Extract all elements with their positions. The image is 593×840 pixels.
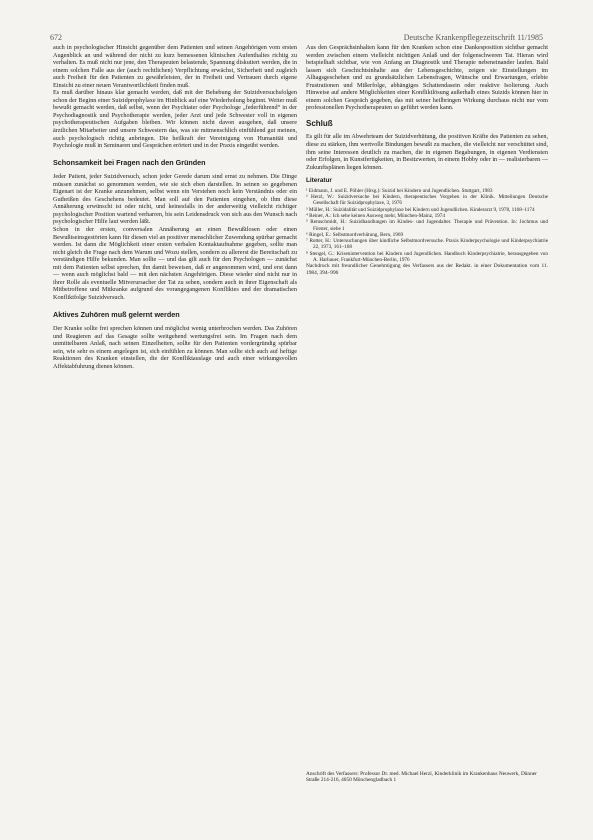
running-header <box>50 33 543 42</box>
section-heading: Schonsamkeit bei Fragen nach den Gründen <box>53 157 206 167</box>
literature-item: ⁸ Stengel, G.: Krisenintervention bei Kindern und Jugendlichen. Handbuch Kinderpsychiatrie, herausgegeben von A. Harbauer, Frankfurt-München-Berlin, 1976 <box>306 250 548 264</box>
journal-title: Deutsche Krankenpflegezeitschrift 11/1985 <box>403 33 543 42</box>
paragraph: Jeder Patient, jeder Suizidversuch, schon jeder Gerede darum sind ernst zu nehmen. Die Dinge müssen zunächst so genommen werden, wie sie sich eben darstellen. In seinen so gegebenen Eigenart ist der Kranke anzunehmen, selbst wenn ein Verstehen noch kein Verständnis oder ein Gutheißen des Geschehens bedeutet. Man soll auf den Patienten eingehen, ob ihm diese Annäherung erwünscht ist oder nicht, und keinesfalls in der anderweitig vielleicht richtiger psychologischer Position wartend verharren, bis sein Leidensdruck von sich aus den Wunsch nach psychologischer Hilfe laut werden läßt. <box>53 173 297 226</box>
literature-item: ¹ Eidmann, J. und E. Pöhler (Hrsg.): Suizid bei Kindern und Jugendlichen. Stuttgart, 1983 <box>306 187 493 194</box>
paragraph: Aus den Gesprächsinhalten kann für den Kranken schon eine Dankesposition sichtbar gemacht werden zwischen einem vielleicht nichtigen Anlaß und der folgenschweren Tat. Hieran wird beispielhaft sichtbar, wie von Anfang an Diagnostik und Therapie nebeneinander laufen. Bald lassen sich Geschichtsinhalte aus der Lebensgeschichte, zeigen sie Einstellungen im Alltagsgeschehen und zu grundsätzlichen Lebensfragen, Wünsche und Erwartungen, erlebte Frustrationen und Mißerfolge, abhängiges Schattendasein oder reaktive Isolierung. Auch Hinweise auf andere Möglichkeiten einer Konfliktlösung außerhalb eines Suizids können hier in einem solchen Gespräch gegeben, das mit seiner heilbringen Wirkung durchaus nicht nur vom professionellen Psychotherapeuten so geführt werden kann. <box>306 44 548 112</box>
literature-heading: Literatur <box>306 177 332 185</box>
paragraph: Schon in der ersten, conversalen Annäherung an einen Bewußtlosen oder einen Bewußtseinsgestörten kann für diesen viel an positiver menschlicher Zuwendung spürbar gemacht werden. Ist dann die Möglichkeit einer ersten verbalen Kontaktaufnahme gegeben, sollte man nicht gleich die Frage nach dem Warum und Wozu stellen, sondern zu allererst die Bereitschaft zu verständigen Hilfe bekunden. Man sollte — und das gilt auch für den Psychologen — zunächst mit dem Patienten selbst sprechen, ihn damit beweisen, daß er angenommen wird, und erst dann — wenn auch möglichst bald — mit den nächsten Angehörigen. Diese wieder sind nicht nur in ihrer Rolle als eventuelle Mitverursacher der Tat zu sehen, sondern auch in ihrer Eigenschaft als Mitbetroffene und Mitkranke aufgrund des vorangegangenen Konfliktes und der dramatischen Konfliktfolge Suizidversuch. <box>53 226 297 301</box>
literature-item: ² Herzl, W.: Suizidversuche bei Kindern, therapeutisches Vorgehen in der Klinik. Mitteilungen Deutsche Gesellschaft für Suizidprophylaxe, 3, 1976 <box>306 194 548 207</box>
literature-item: ⁴ Reiner, A.: Ich sehe keinen Ausweg mehr, München-Mainz, 1974 <box>306 212 445 219</box>
section-heading: Aktives Zuhören muß gelernt werden <box>53 309 180 319</box>
paragraph: Es muß darüber hinaus klar gemacht werden, daß mit der Behebung der Suizidversuchsfolgen schon der Beginn einer Suizidprophylaxe im Hinblick auf eine Wiederholung beginnt. Weiter muß bewußt gemacht werden, daß selbst, wenn der Psychiater oder Psychologe „federführend“ in der Psychodiagnostik und Psychotherapie werden, jeder Arzt und jede Schwester voll in eigenen psychotherapeutischen Aufgaben bleiben. Wir können nicht davon ausgehen, daß unsere ärztlichen Mitarbeiter und unsere Schwestern das, was sie mitmenschlich einfühlend gut meinen, auch psychologisch richtig anbringen. Die heilkraft der Vereinigung von Humanität und Psychologie muß in Seminaren und Gesprächen erörtert und in der Praxis eingeübt werden. <box>53 89 297 150</box>
literature-item: ³ Müller, H.: Suizidalität und Suizidprophylaxe bei Kindern und Jugendlichen. Kinderarzt 9, 1978, 1168–1174 <box>306 206 535 213</box>
page-number: 672 <box>50 33 62 42</box>
left-column <box>53 44 297 370</box>
reprint-note: Nachdruck mit freundlicher Genehmigung des Verfassers aus der Redakt. in einer Dokumentation vom 11. 1984, 394–996 <box>306 263 548 276</box>
paragraph: Der Kranke sollte frei sprechen können und möglichst wenig unterbrochen werden. Das Zuhören und Reagieren auf das Gesagte sollte weitgehend wertungsfrei sein. Im Fragen nach dem unmittelbaren Anlaß, nach seinen Einzelheiten, sollte für den Patienten vordergründig spürbar sein, wie sehr es einem angelegen ist, sich einfühlen zu können. Man sollte sich auch auf heftige Reaktionen des Kranken einstellen, die der Konfliktauslage und auch einer wirkungsvollen Affektabfuhrung dienen können. <box>53 325 297 370</box>
paragraph: Es gilt für alle im Abwehrteam der Suizidverhütung, die positiven Kräfte des Patienten zu sehen, diese zu stärken, ihm wertvolle Bindungen bewußt zu machen, die vielleicht nur verschüttet sind, ihm seine Interessen deutlich zu machen, die in eigenen Begabungen, in eigenen Verdiensten oder Erfolgen, in Kunstfertigkeiten, in Besitzwerten, in einem Hobby oder in — realisierbaren — Zukunftsplänen liegen können. <box>306 133 548 171</box>
conclusion-heading: Schluß <box>306 118 333 128</box>
literature-item: ⁵ Remschmidt, H.: Suizidhandlungen im Kindes- und Jugendalter. Therapie und Prävention. In: Jochmus und Förster, siehe 1 <box>306 219 548 232</box>
right-column <box>306 44 548 276</box>
literature-list <box>306 188 548 264</box>
literature-item: ⁷ Rotter, H.: Untersuchungen über kindliche Selbstmordversuche. Praxis Kinderpsychologie und Kinderpsychiatrie 22, 1973, 161–168 <box>306 238 548 251</box>
author-address: Anschrift des Verfassers: Professor Dr. med. Michael Herzl, Kinderklinik im Krankenhaus Neuwerk, Dünner Straße 214-216, 4050 Mönchengladbach 1 <box>306 771 537 784</box>
literature-item: ⁶ Ringel, E.: Selbstmordverhütung, Bern, 1969 <box>306 231 404 238</box>
paragraph: auch in psychologischer Hinsicht gegenüber dem Patienten und seinen Angehörigen vom ersten Augenblick an und während der nicht zu kurz bemessenen klinischen Aufenthaltes richtig zu verhalten. Es muß nicht nur jene, den Therapeuten belastende, Spannung diskutiert werden, die in einem solchen Falle aus der (auch rechtlichen) Verpflichtung erwächst, Sicherheit und zugleich auch Freiheit für den Patienten zu gewährleisten, der in Freiheit und Vertrauen durch eigene Einsicht zu einer neuen Verantwortlichkeit finden muß. <box>53 44 297 89</box>
